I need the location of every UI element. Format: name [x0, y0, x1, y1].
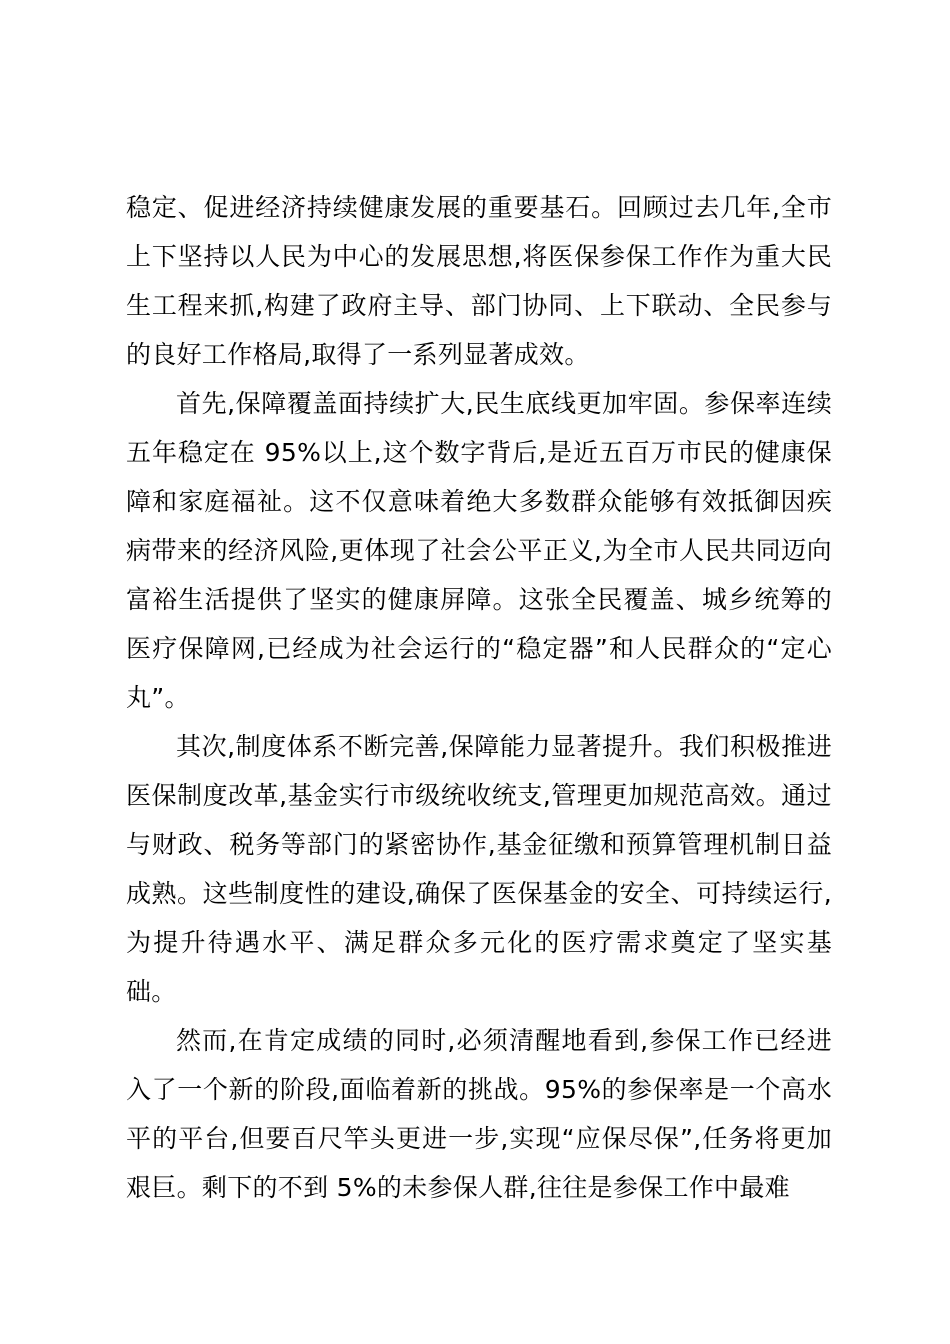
document-body	[126, 183, 832, 1212]
paragraph-challenges: 然而,在肯定成绩的同时,必须清醒地看到,参保工作已经进入了一个新的阶段,面临着新的挑战。95%的参保率是一个高水平的平台,但要百尺竿头更进一步,实现“应保尽保”,任务将更加艰巨。剩下的不到 5%的未参保人群,往往是参保工作中最难	[126, 1026, 832, 1202]
paragraph-continuation: 稳定、促进经济持续健康发展的重要基石。回顾过去几年,全市上下坚持以人民为中心的发展思想,将医保参保工作作为重大民生工程来抓,构建了政府主导、部门协同、上下联动、全民参与的良好工作格局,取得了一系列显著成效。	[126, 193, 832, 369]
paragraph-coverage: 首先,保障覆盖面持续扩大,民生底线更加牢固。参保率连续五年稳定在 95%以上,这个数字背后,是近五百万市民的健康保障和家庭福祉。这不仅意味着绝大多数群众能够有效抵御因疾病带来的经济风险,更体现了社会公平正义,为全市人民共同迈向富裕生活提供了坚实的健康屏障。这张全民覆盖、城乡统筹的医疗保障网,已经成为社会运行的“稳定器”和人民群众的“定心丸”。	[126, 389, 832, 712]
paragraph-system: 其次,制度体系不断完善,保障能力显著提升。我们积极推进医保制度改革,基金实行市级统收统支,管理更加规范高效。通过与财政、税务等部门的紧密协作,基金征缴和预算管理机制日益成熟。这些制度性的建设,确保了医保基金的安全、可持续运行,为提升待遇水平、满足群众多元化的医疗需求奠定了坚实基础。	[126, 732, 832, 1006]
